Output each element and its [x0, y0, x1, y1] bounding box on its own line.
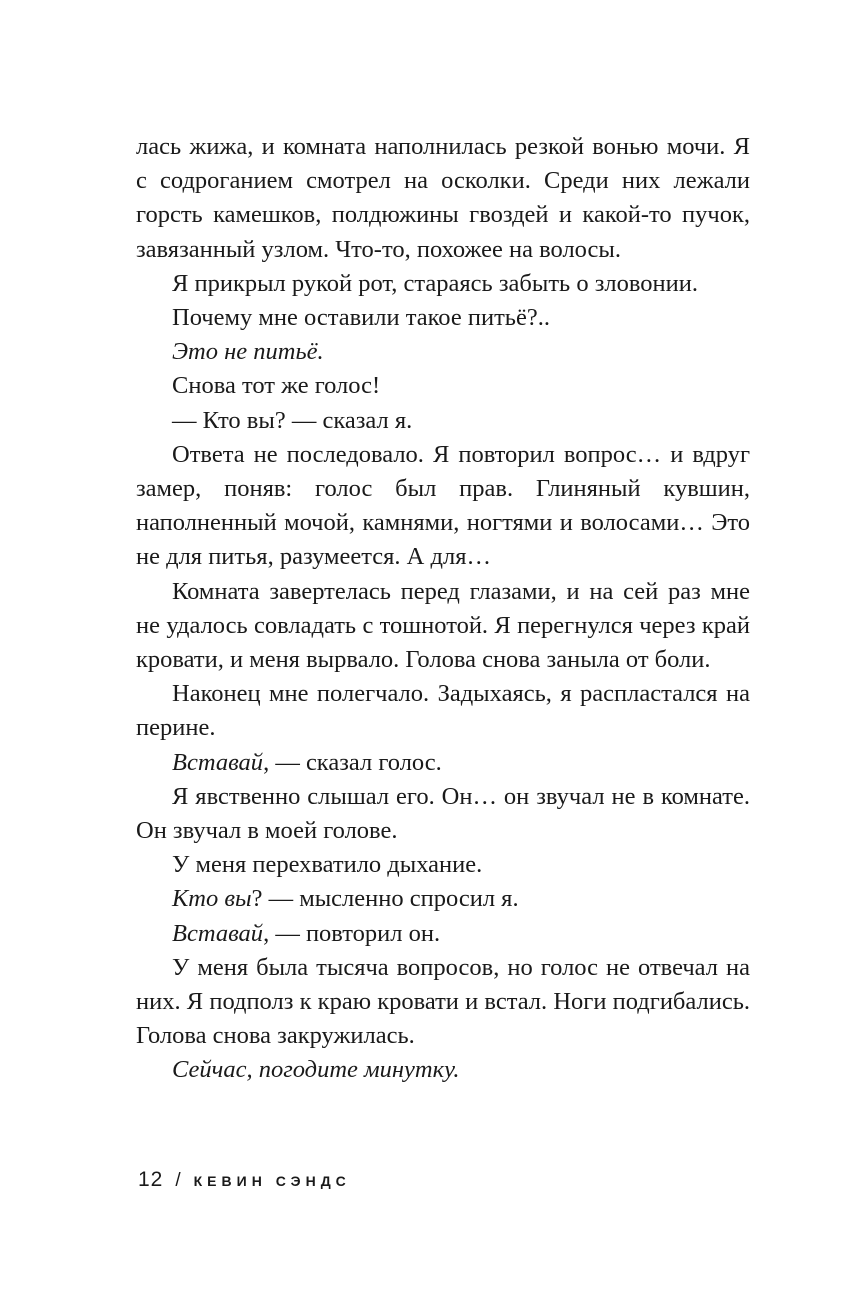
paragraph-voice: [136, 746, 750, 780]
paragraph: У меня была тысяча вопросов, но голос не отвечал на них. Я подполз к краю кровати и встал. Ноги подгибались. Голова снова закружилась.: [136, 953, 750, 1050]
paragraph: У меня перехватило дыхание.: [172, 851, 483, 879]
paragraph-thought: [136, 882, 750, 916]
paragraph-text: , — сказал голос.: [263, 748, 442, 776]
author-name: КЕВИН СЭНДС: [193, 1173, 351, 1189]
page-number: 12: [138, 1168, 164, 1191]
paragraph-text: , — повторил он.: [263, 919, 441, 947]
paragraph: Наконец мне полегчало. Задыхаясь, я распластался на перине.: [136, 680, 750, 742]
page-footer: [138, 1168, 351, 1192]
paragraph-italic-thought: Это не питьё.: [172, 338, 324, 366]
paragraph-dialogue: — Кто вы? — сказал я.: [172, 406, 413, 434]
paragraph: Комната завертелась перед глазами, и на сей раз мне не удалось совладать с тошнотой. Я перегнулся через край кровати, и меня вырвало. Голова снова заныла от боли.: [136, 577, 750, 674]
paragraph: Почему мне оставили такое питьё?..: [172, 304, 550, 332]
footer-separator: /: [175, 1170, 184, 1191]
paragraph: Я явственно слышал его. Он… он звучал не в комнате. Он звучал в моей голове.: [136, 782, 750, 845]
paragraph: Ответа не последовало. Я повторил вопрос… и вдруг замер, поняв: голос был прав. Глиняный кувшин, наполненный мочой, камнями, ногтями и волосами… Это не для питья, разумеется. А для…: [136, 440, 750, 571]
italic-voice-text: Вставай: [172, 919, 264, 947]
paragraph-continued: лась жижа, и комната наполнилась резкой вонью мочи. Я с содроганием смотрел на осколки. Среди них лежали горсть камешков, полдюжины гвоздей и какой-то пучок, завязанный узлом. Что-то, похожее на волосы.: [136, 133, 750, 263]
paragraph-italic-thought: Сейчас, погодите минутку.: [172, 1056, 460, 1084]
paragraph: Снова тот же голос!: [172, 372, 381, 400]
paragraph: Я прикрыл рукой рот, стараясь забыть о зловонии.: [172, 269, 698, 297]
paragraph-text: ? — мысленно спросил я.: [251, 885, 519, 913]
book-page-text: [136, 130, 750, 1088]
italic-voice-text: Вставай: [172, 748, 264, 776]
paragraph-voice: [136, 917, 750, 951]
italic-thought-text: Кто вы: [172, 885, 252, 913]
